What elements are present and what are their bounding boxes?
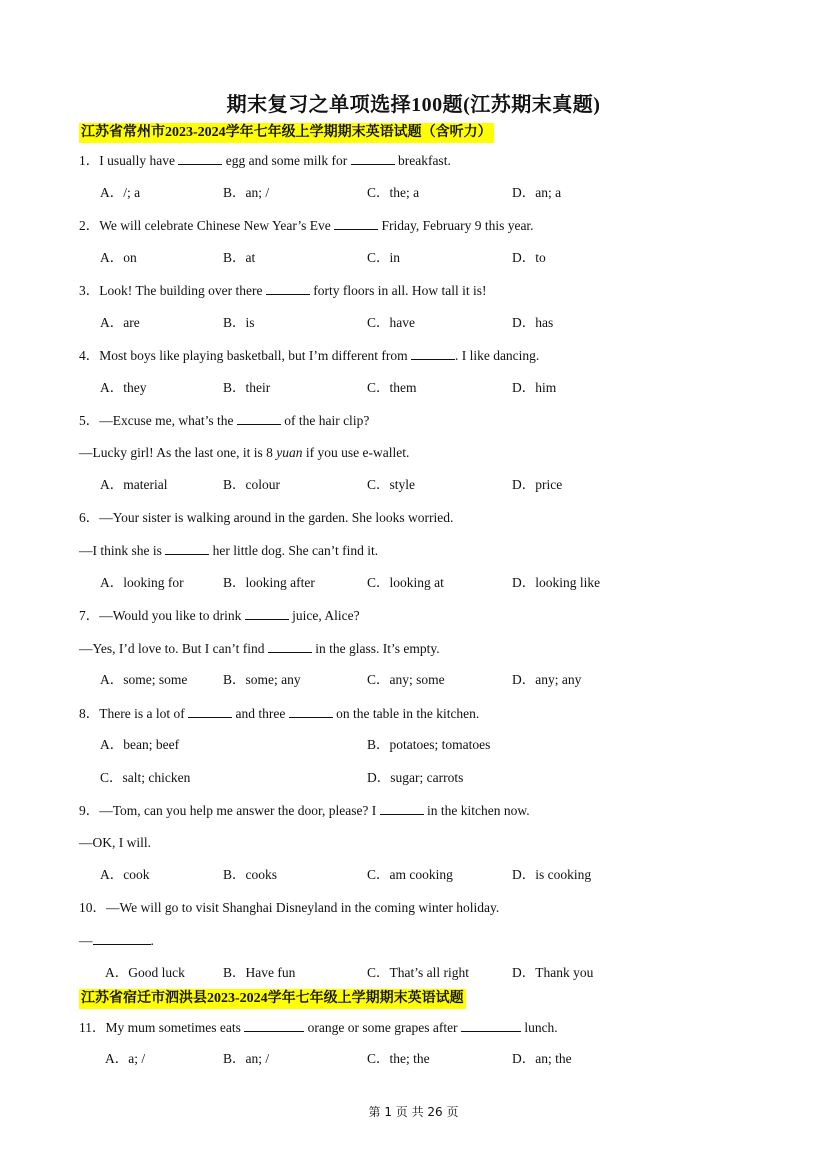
question-9-reply: —OK, I will. (79, 835, 151, 850)
answer-blank (351, 150, 395, 165)
question-1: 1．I usually have egg and some milk for breakfast. (79, 150, 451, 170)
option-c: C．am cooking (367, 867, 453, 882)
option-b: B．some; any (223, 672, 301, 687)
option-c: C．salt; chicken (100, 770, 191, 785)
option-d: D．sugar; carrots (367, 770, 464, 785)
question-4: 4．Most boys like playing basketball, but I’m different from . I like dancing. (79, 345, 539, 365)
answer-blank (411, 345, 455, 360)
option-d: D．Thank you (512, 965, 594, 980)
section-heading-suqian: 江苏省宿迁市泗洪县2023-2024学年七年级上学期期末英语试题 (79, 989, 466, 1009)
answer-blank (188, 703, 232, 718)
question-7: 7．—Would you like to drink juice, Alice? (79, 605, 360, 625)
option-d: D．any; any (512, 672, 582, 687)
option-a: A．material (100, 477, 168, 492)
option-c: C．style (367, 477, 416, 492)
option-b: B．an; / (223, 1051, 270, 1066)
option-b: B．is (223, 315, 255, 330)
option-c: C．any; some (367, 672, 445, 687)
answer-blank (245, 605, 289, 620)
answer-blank (334, 215, 378, 230)
answer-blank (289, 703, 333, 718)
question-10: 10．—We will go to visit Shanghai Disneyland in the coming winter holiday. (79, 900, 500, 915)
option-b: B．at (223, 250, 256, 265)
option-a: A．bean; beef (100, 737, 180, 752)
answer-blank (461, 1017, 521, 1032)
option-d: D．price (512, 477, 563, 492)
option-c: C．That’s all right (367, 965, 469, 980)
question-7-reply: —Yes, I’d love to. But I can’t find in the glass. It’s empty. (79, 638, 440, 658)
option-b: B．potatoes; tomatoes (367, 737, 491, 752)
option-a: A．a; / (105, 1051, 146, 1066)
question-5: 5．—Excuse me, what’s the of the hair clip? (79, 410, 369, 430)
answer-blank (178, 150, 222, 165)
option-c: C．in (367, 250, 401, 265)
option-a: A．some; some (100, 672, 188, 687)
question-10-reply: — . (79, 930, 154, 950)
option-d: D．to (512, 250, 546, 265)
question-8: 8．There is a lot of and three on the table in the kitchen. (79, 703, 479, 723)
question-6: 6．—Your sister is walking around in the garden. She looks worried. (79, 510, 454, 525)
option-c: C．them (367, 380, 417, 395)
option-c: C．have (367, 315, 415, 330)
option-a: A．are (100, 315, 140, 330)
option-d: D．is cooking (512, 867, 592, 882)
answer-blank (237, 410, 281, 425)
option-a: A．on (100, 250, 137, 265)
option-a: A．Good luck (105, 965, 185, 980)
option-d: D．has (512, 315, 554, 330)
answer-blank (268, 638, 312, 653)
option-a: A．looking for (100, 575, 184, 590)
option-b: B．looking after (223, 575, 315, 590)
option-d: D．him (512, 380, 557, 395)
question-5-reply: —Lucky girl! As the last one, it is 8 yuan if you use e-wallet. (79, 445, 410, 460)
option-b: B．Have fun (223, 965, 296, 980)
option-a: A．/; a (100, 185, 141, 200)
answer-blank (165, 540, 209, 555)
option-d: D．looking like (512, 575, 601, 590)
page-footer: 第 1 页 共 26 页 (368, 1105, 459, 1119)
question-6-reply: —I think she is her little dog. She can’t find it. (79, 540, 378, 560)
option-b: B．colour (223, 477, 280, 492)
page-title: 期末复习之单项选择100题(江苏期末真题) (226, 94, 601, 116)
option-c: C．looking at (367, 575, 444, 590)
option-c: C．the; a (367, 185, 420, 200)
option-d: D．an; a (512, 185, 562, 200)
option-a: A．they (100, 380, 147, 395)
question-11: 11．My mum sometimes eats orange or some grapes after lunch. (79, 1017, 558, 1037)
question-2: 2．We will celebrate Chinese New Year’s Eve Friday, February 9 this year. (79, 215, 534, 235)
option-b: B．an; / (223, 185, 270, 200)
option-c: C．the; the (367, 1051, 430, 1066)
section-heading-changzhou: 江苏省常州市2023-2024学年七年级上学期期末英语试题（含听力） (79, 123, 494, 143)
question-3: 3．Look! The building over there forty floors in all. How tall it is! (79, 280, 486, 300)
option-d: D．an; the (512, 1051, 572, 1066)
option-b: B．their (223, 380, 271, 395)
answer-blank (244, 1017, 304, 1032)
answer-blank (380, 800, 424, 815)
option-a: A．cook (100, 867, 150, 882)
answer-blank (266, 280, 310, 295)
option-b: B．cooks (223, 867, 277, 882)
answer-blank (93, 930, 151, 945)
question-9: 9．—Tom, can you help me answer the door, please? I in the kitchen now. (79, 800, 530, 820)
